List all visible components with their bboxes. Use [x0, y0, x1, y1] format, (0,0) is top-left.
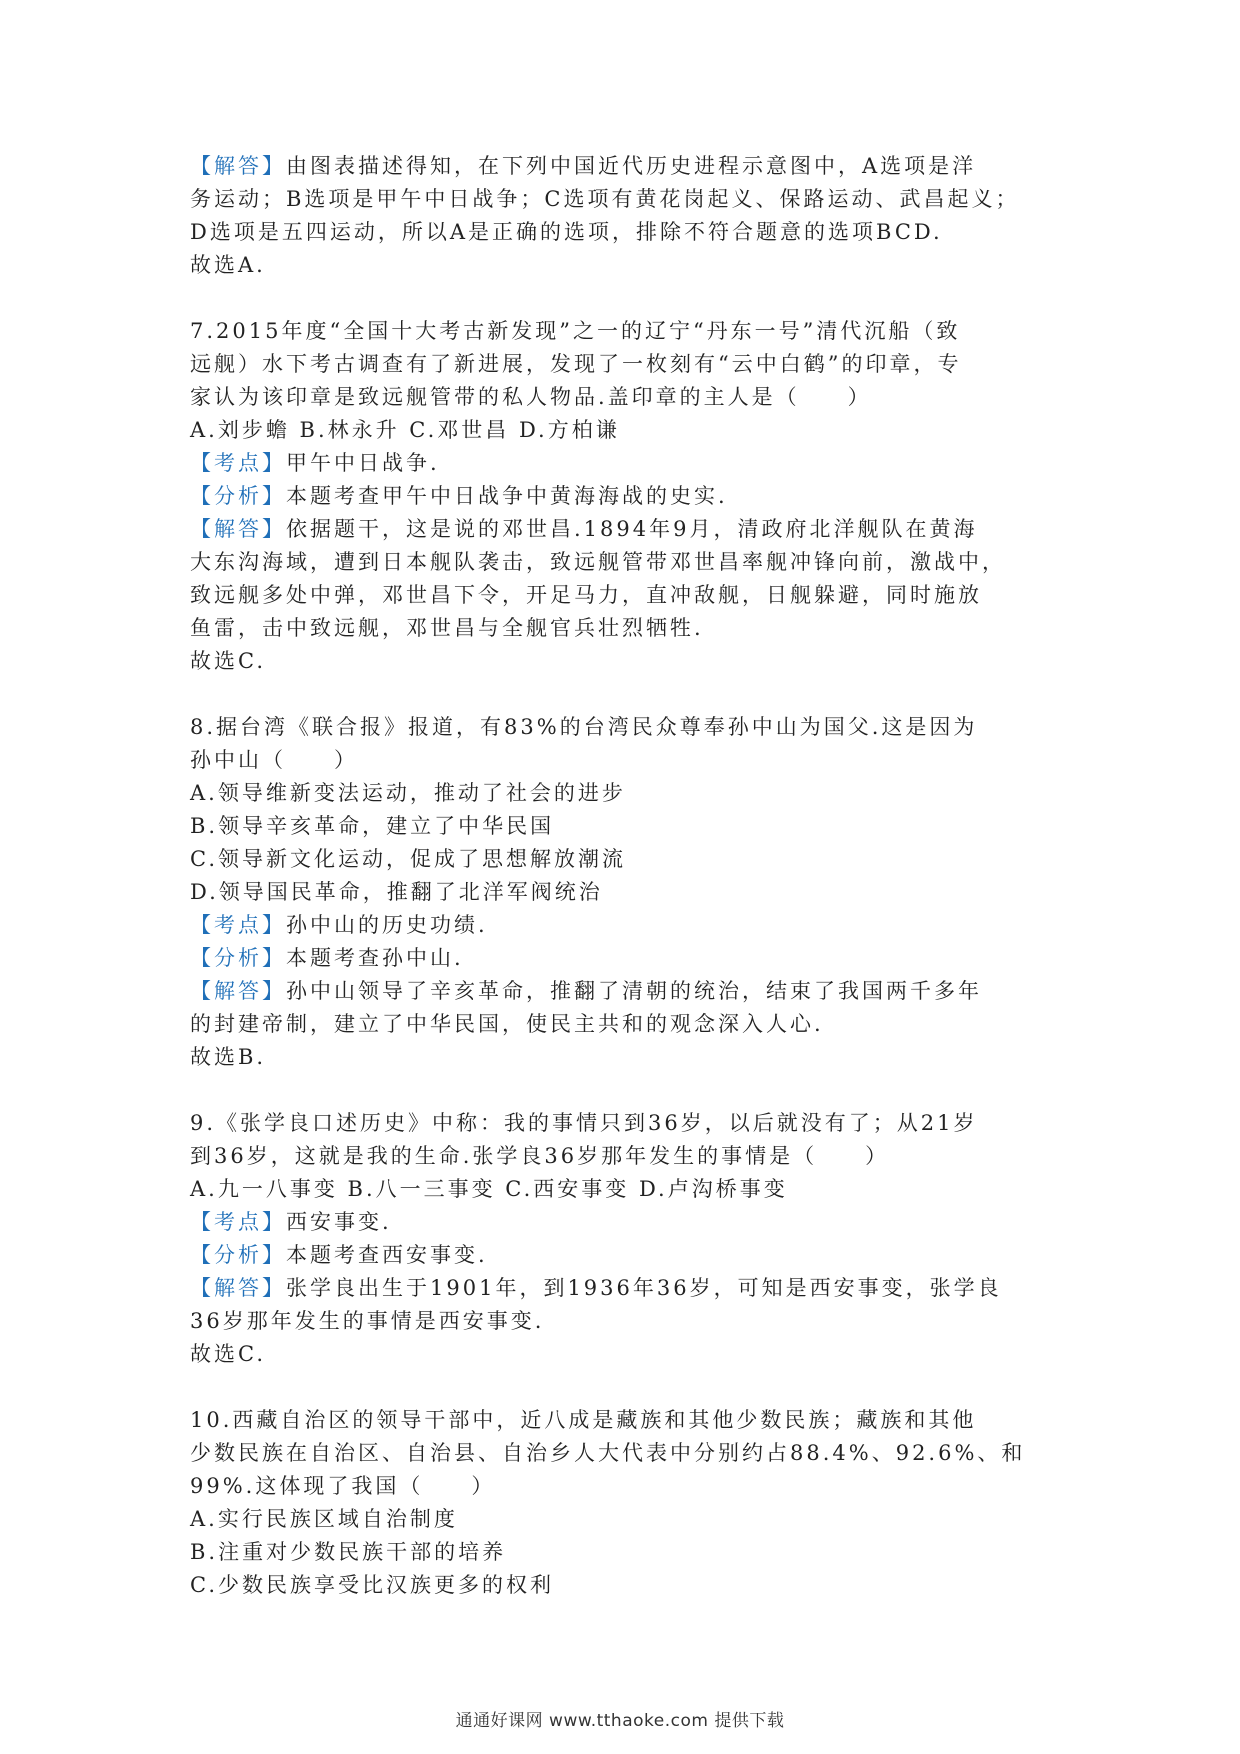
- question-stem: 少数民族在自治区、自治县、自治乡人大代表中分别约占88.4%、92.6%、和: [190, 1441, 1026, 1465]
- answer-line: 36岁那年发生的事情是西安事变.: [190, 1309, 545, 1333]
- answer-line: 致远舰多处中弹，邓世昌下令，开足马力，直冲敌舰，日舰躲避，同时施放: [190, 583, 982, 607]
- answer-line: 【解答】依据题干，这是说的邓世昌.1894年9月，清政府北洋舰队在黄海: [190, 517, 978, 541]
- answer-tag: 【解答】: [190, 517, 286, 541]
- question-stem: 家认为该印章是致远舰管带的私人物品.盖印章的主人是（ ）: [190, 385, 872, 409]
- question-stem: 10.西藏自治区的领导干部中，近八成是藏族和其他少数民族；藏族和其他: [190, 1408, 977, 1432]
- option-b: B.领导辛亥革命，建立了中华民国: [190, 814, 555, 838]
- option-c: C.少数民族享受比汉族更多的权利: [190, 1573, 554, 1597]
- answer-line: 【解答】孙中山领导了辛亥革命，推翻了清朝的统治，结束了我国两千多年: [190, 979, 982, 1003]
- kaodian-tag: 【考点】: [190, 451, 286, 475]
- answer-line: 的封建帝制，建立了中华民国，使民主共和的观念深入人心.: [190, 1012, 824, 1036]
- conclusion: 故选C.: [190, 1342, 266, 1366]
- answer-tag: 【解答】: [190, 154, 286, 178]
- option-a: A.实行民族区域自治制度: [190, 1507, 458, 1531]
- fenxi-line: 【分析】本题考查孙中山.: [190, 946, 464, 970]
- conclusion: 故选B.: [190, 1045, 267, 1069]
- question-10: [190, 1404, 1070, 1602]
- kaodian-line: 【考点】甲午中日战争.: [190, 451, 440, 475]
- question-7: [190, 315, 1070, 678]
- answer-line: 鱼雷，击中致远舰，邓世昌与全舰官兵壮烈牺牲.: [190, 616, 704, 640]
- document-page: [190, 150, 1070, 1602]
- fenxi-tag: 【分析】: [190, 1243, 286, 1267]
- question-8: [190, 711, 1070, 1074]
- conclusion: 故选C.: [190, 649, 266, 673]
- page-footer: 通通好课网 www.tthaoke.com 提供下载: [455, 1711, 785, 1731]
- answer-line: 【解答】由图表描述得知，在下列中国近代历史进程示意图中，A选项是洋: [190, 154, 977, 178]
- answer-line: 务运动；B选项是甲午中日战争；C选项有黄花岗起义、保路运动、武昌起义；: [190, 187, 1020, 211]
- kaodian-tag: 【考点】: [190, 913, 286, 937]
- question-options: A.刘步蟾 B.林永升 C.邓世昌 D.方柏谦: [190, 418, 620, 442]
- question-stem: 9.《张学良口述历史》中称：我的事情只到36岁，以后就没有了；从21岁: [190, 1111, 978, 1135]
- option-d: D.领导国民革命，推翻了北洋军阀统治: [190, 880, 603, 904]
- kaodian-line: 【考点】西安事变.: [190, 1210, 392, 1234]
- answer-tag: 【解答】: [190, 979, 286, 1003]
- question-6-answer: [190, 150, 1070, 282]
- question-stem: 远舰）水下考古调查有了新进展，发现了一枚刻有“云中白鹤”的印章，专: [190, 352, 962, 376]
- question-options: A.九一八事变 B.八一三事变 C.西安事变 D.卢沟桥事变: [190, 1177, 788, 1201]
- option-c: C.领导新文化运动，促成了思想解放潮流: [190, 847, 626, 871]
- kaodian-line: 【考点】孙中山的历史功绩.: [190, 913, 488, 937]
- question-stem: 99%.这体现了我国（ ）: [190, 1474, 496, 1498]
- answer-tag: 【解答】: [190, 1276, 286, 1300]
- kaodian-tag: 【考点】: [190, 1210, 286, 1234]
- question-stem: 8.据台湾《联合报》报道，有83%的台湾民众尊奉孙中山为国父.这是因为: [190, 715, 978, 739]
- question-9: [190, 1107, 1070, 1371]
- conclusion: 故选A.: [190, 253, 266, 277]
- question-stem: 7.2015年度“全国十大考古新发现”之一的辽宁“丹东一号”清代沉船（致: [190, 319, 961, 343]
- fenxi-line: 【分析】本题考查西安事变.: [190, 1243, 488, 1267]
- question-stem: 孙中山（ ）: [190, 748, 358, 772]
- fenxi-line: 【分析】本题考查甲午中日战争中黄海海战的史实.: [190, 484, 728, 508]
- question-stem: 到36岁，这就是我的生命.张学良36岁那年发生的事情是（ ）: [190, 1144, 890, 1168]
- fenxi-tag: 【分析】: [190, 946, 286, 970]
- fenxi-tag: 【分析】: [190, 484, 286, 508]
- answer-line: D选项是五四运动，所以A是正确的选项，排除不符合题意的选项BCD.: [190, 220, 943, 244]
- option-b: B.注重对少数民族干部的培养: [190, 1540, 507, 1564]
- answer-line: 大东沟海域，遭到日本舰队袭击，致远舰管带邓世昌率舰冲锋向前，激战中，: [190, 550, 1006, 574]
- answer-line: 【解答】张学良出生于1901年，到1936年36岁，可知是西安事变，张学良: [190, 1276, 1002, 1300]
- option-a: A.领导维新变法运动，推动了社会的进步: [190, 781, 626, 805]
